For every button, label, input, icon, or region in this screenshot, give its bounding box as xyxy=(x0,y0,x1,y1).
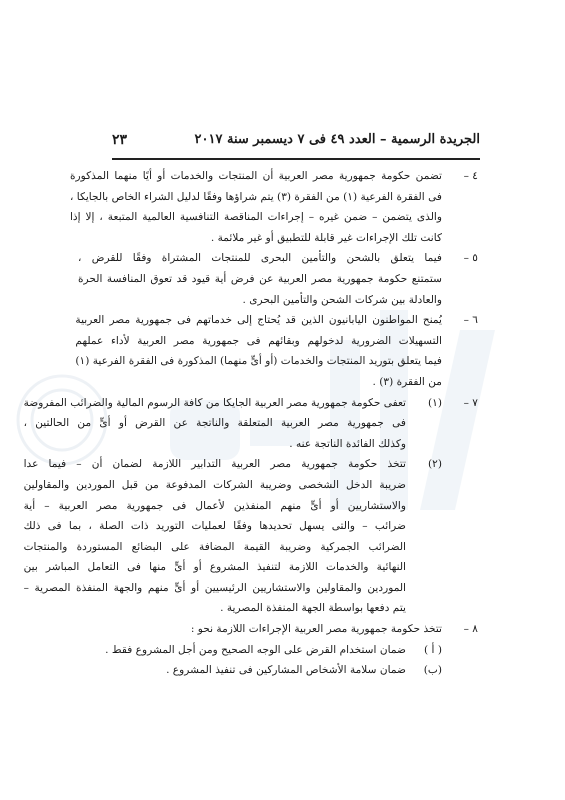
text-line: من الفقرة (٣) . xyxy=(372,375,442,388)
clause-text xyxy=(78,248,442,310)
text-line: ضرائب – والتى يسهل تحديدها وفقًا لعمليات التوريد ذات الصلة ، بما فى ذلك xyxy=(23,520,406,533)
header-divider xyxy=(112,158,480,160)
text-line: الضرائب الجمركية وضريبة القيمة المضافة على البضائع المستوردة والمنتجات xyxy=(23,540,406,553)
clause-number: ٥ – xyxy=(463,252,478,265)
clause-item xyxy=(69,166,478,248)
text-line: ضريبة الدخل الشخصى وضريبة الشركات المدفوعة من قبل الموردين والمقاولين xyxy=(23,478,406,491)
page-header xyxy=(112,132,480,154)
sub-clause xyxy=(78,640,442,661)
sub-clause-number: (١) xyxy=(428,396,442,409)
sub-clause-text xyxy=(78,660,406,681)
text-line: تتخذ حكومة جمهورية مصر العربية الإجراءات اللازمة نحو : xyxy=(190,623,442,636)
article-body xyxy=(23,166,478,681)
sub-clause-text xyxy=(24,454,406,619)
clause-item xyxy=(23,393,478,620)
clause-text xyxy=(24,393,442,620)
clause-text xyxy=(70,166,442,248)
text-line: ضمان سلامة الأشخاص المشاركين فى تنفيذ المشروع . xyxy=(166,664,406,677)
sub-clause-text xyxy=(78,640,406,661)
sub-clause xyxy=(78,660,442,681)
text-line: ضمان استخدام القرض على الوجه الصحيح ومن أجل المشروع فقط . xyxy=(105,643,406,656)
text-line: كانت تلك الإجراءات غير قابلة للتطبيق أو غير ملائمة . xyxy=(210,231,442,244)
text-line: النهائية والخدمات اللازمة لتنفيذ المشروع أو أىٍّ منها فى التعامل المباشر بين xyxy=(23,561,406,574)
clause-number: ٦ – xyxy=(463,314,478,327)
text-line: والذى يتضمن – ضمن غيره – إجراءات المناقصة التنافسية العالمية المتبعة ، إلا إذا xyxy=(69,211,442,224)
clause-number: ٧ – xyxy=(463,396,478,409)
text-line: فيما يتعلق بتوريد المنتجات والخدمات (أو أىٍّ منهما) المذكورة فى الفقرة الفرعية (١) xyxy=(75,355,442,368)
text-line: تتخذ حكومة جمهورية مصر العربية التدابير اللازمة لضمان أن – فيما عدا xyxy=(23,458,406,471)
text-line: تضمن حكومة جمهورية مصر العربية أن المنتجات والخدمات أو أيًا منهما المذكورة xyxy=(69,170,442,182)
text-line: والعادلة بين شركات الشحن والتأمين البحرى . xyxy=(242,293,442,306)
sub-clause xyxy=(24,393,442,455)
text-line: ستمتنع حكومة جمهورية مصر العربية عن فرض أية قيود قد تعوق المنافسة الحرة xyxy=(78,272,442,285)
text-line: والاستشاريين أو أىٍّ منهم المنفذين لأعمال فى جمهورية مصر العربية – أية xyxy=(23,499,406,512)
sub-clause xyxy=(24,454,442,619)
clause-item xyxy=(75,310,478,392)
clause-item xyxy=(78,619,478,681)
text-line: فى جمهورية مصر العربية المتعلقة والناتجة عن القرض أو أىٍّ من الحالتين ، xyxy=(23,417,406,430)
text-line: يتم دفعها بواسطة الجهة المنفذة المصرية . xyxy=(220,602,406,615)
text-line: تعفى حكومة جمهورية مصر العربية الجايكا من كافة الرسوم المالية والضرائب المفروضة xyxy=(23,396,406,409)
sub-clause-number: (٢) xyxy=(428,458,442,471)
text-line: فيما يتعلق بالشحن والتأمين البحرى للمنتجات المشتراة وفقًا للقرض ، xyxy=(78,252,442,265)
text-line: وكذلك الفائدة الناتجة عنه . xyxy=(289,437,406,450)
gazette-title: الجريدة الرسمية – العدد ٤٩ فى ٧ ديسمبر سنة ٢٠١٧ xyxy=(194,132,480,147)
clause-number: ٤ – xyxy=(463,170,478,182)
sub-clause-text xyxy=(24,393,406,455)
sub-clause-number: (ب) xyxy=(423,664,442,677)
clause-item xyxy=(78,248,478,310)
text-line: فى الفقرة الفرعية (١) من الفقرة (٣) يتم شراؤها وفقًا لدليل الشراء الخاص بالجايكا ، xyxy=(69,190,442,203)
clause-text xyxy=(78,619,442,681)
page-number: ٢٣ xyxy=(112,132,128,148)
sub-clause-number: ( أ ) xyxy=(424,643,442,656)
clause-text xyxy=(75,310,442,392)
text-line: الموردين والمقاولين والاستشاريين الرئيسيين أو أىٍّ منهم والجهة المنفذة المصرية – xyxy=(23,581,406,594)
text-line: يُمنح المواطنون اليابانيون الذين قد يُحتاج إلى خدماتهم فى جمهورية مصر العربية xyxy=(75,314,442,327)
clause-number: ٨ – xyxy=(463,623,478,636)
text-line: التسهيلات الضرورية لدخولهم وبقائهم فى جمهورية مصر العربية لأداء عملهم xyxy=(75,334,442,347)
